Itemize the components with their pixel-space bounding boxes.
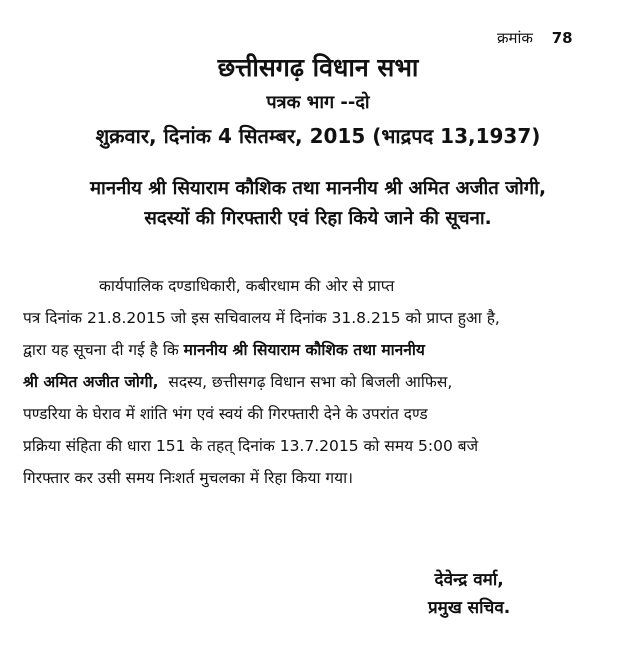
- document-title: छत्तीसगढ़ विधान सभा: [217, 53, 419, 82]
- body-line-3-bold: माननीय श्री सियाराम कौशिक तथा माननीय: [183, 341, 425, 359]
- body-line-4-plain: सदस्य, छत्तीसगढ़ विधान सभा को बिजली आफिस,: [168, 373, 453, 391]
- body-line-6: प्रक्रिया संहिता की धारा 151 के तहत् दिनांक 13.7.2015 को समय 5:00 बजे: [23, 437, 479, 455]
- body-line-4: [23, 366, 615, 398]
- body-paragraph: [23, 270, 615, 494]
- subject-heading: [20, 174, 616, 234]
- body-line-3-plain: द्वारा यह सूचना दी गई है कि: [23, 341, 179, 359]
- signatory-name: देवेन्द्र वर्मा,: [434, 570, 504, 590]
- body-line-2: पत्र दिनांक 21.8.2015 जो इस सचिवालय में दिनांक 31.8.215 को प्राप्त हुआ है,: [23, 309, 500, 327]
- body-line-7: गिरफ्तार कर उसी समय निःशर्त मुचलका में रिहा किया गया।: [23, 469, 353, 487]
- body-line-1: कार्यपालिक दण्डाधिकारी, कबीरधाम की ओर से प्राप्त: [99, 277, 395, 295]
- date-line: शुक्रवार, दिनांक 4 सितम्बर, 2015 (भाद्रपद 13,1937): [95, 124, 541, 148]
- serial-value: 78: [551, 29, 573, 47]
- subject-line-2: सदस्यों की गिरफ्तारी एवं रिहा किये जाने की सूचना.: [144, 208, 492, 229]
- serial-number: [497, 28, 573, 48]
- subject-line-1: माननीय श्री सियाराम कौशिक तथा माननीय श्री अमित अजीत जोगी,: [89, 178, 547, 199]
- signature-block: [428, 566, 510, 622]
- serial-label: क्रमांक: [497, 29, 533, 47]
- body-line-5: पण्डरिया के घेराव में शांति भंग एवं स्वयं की गिरफ्तारी देने के उपरांत दण्ड: [23, 405, 428, 423]
- signatory-designation: प्रमुख सचिव.: [428, 598, 511, 618]
- body-line-3: [23, 334, 615, 366]
- document-part: पत्रक भाग --दो: [266, 92, 370, 113]
- body-line-4-bold: श्री अमित अजीत जोगी,: [23, 373, 159, 391]
